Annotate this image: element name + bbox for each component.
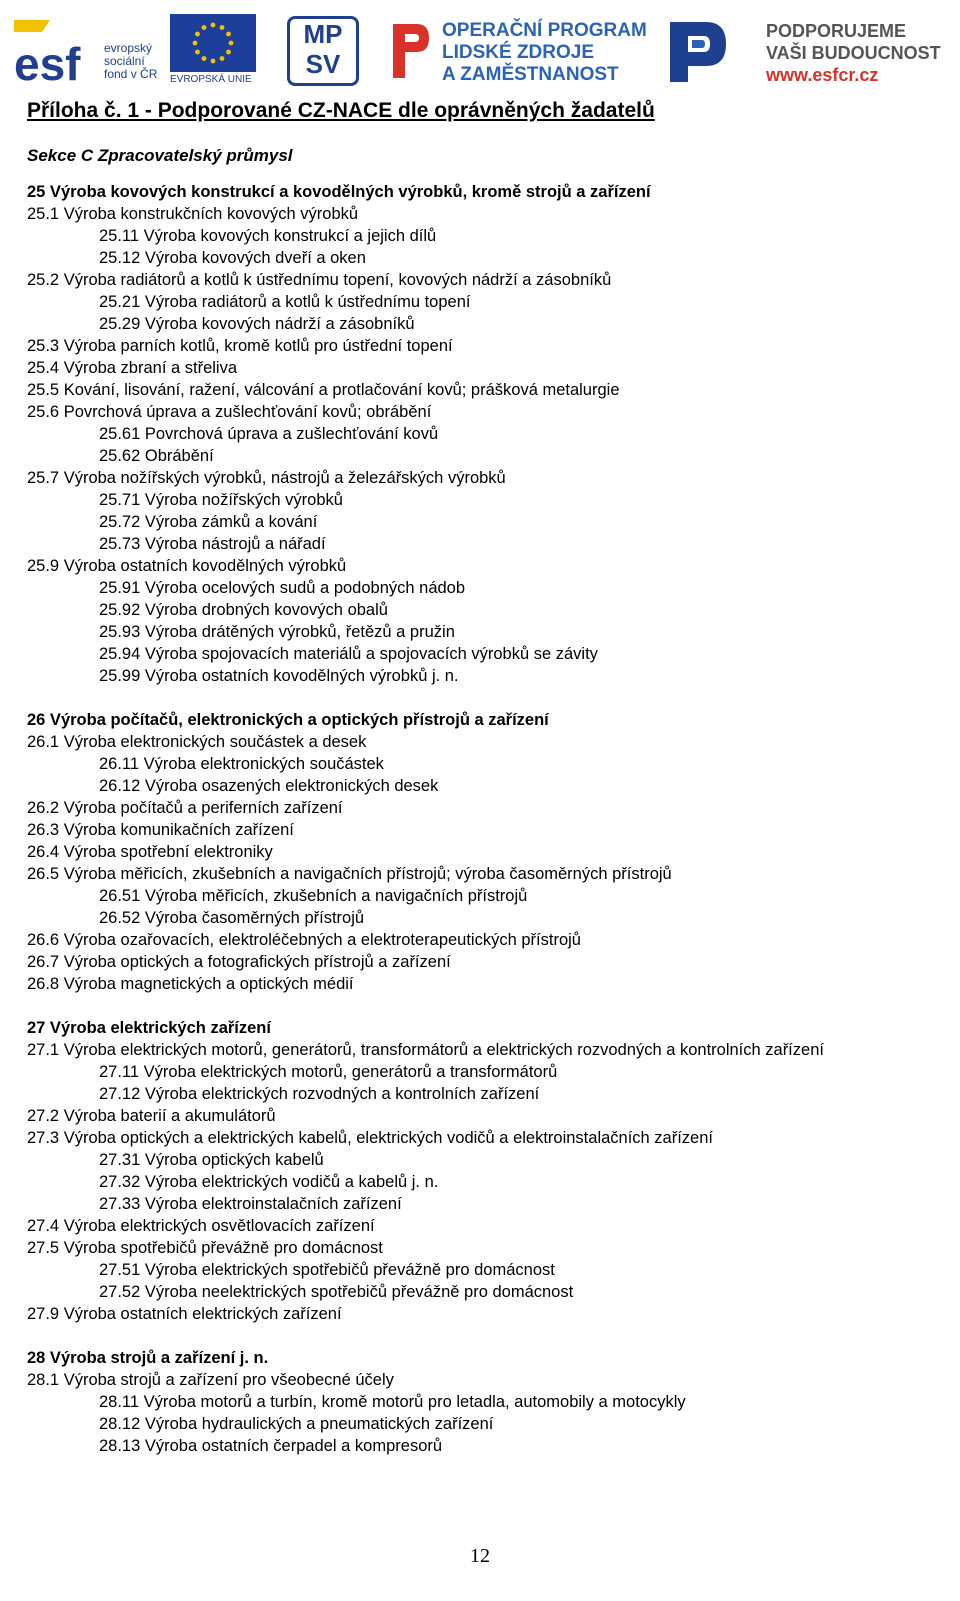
nace-class-item: 25.6 Povrchová úprava a zušlechťování kovů; obrábění: [27, 403, 432, 421]
nace-subclass-item: 25.21 Výroba radiátorů a kotlů k ústřednímu topení: [99, 293, 471, 311]
nace-subclass-item: 27.32 Výroba elektrických vodičů a kabelů j. n.: [99, 1173, 439, 1191]
group-spacer: [27, 995, 937, 1017]
nace-list: [27, 181, 937, 1457]
nace-class-item: 27.2 Výroba baterií a akumulátorů: [27, 1107, 276, 1125]
nace-subclass-item: 25.94 Výroba spojovacích materiálů a spojovacích výrobků se závity: [99, 645, 598, 663]
group-heading: 27 Výroba elektrických zařízení: [27, 1019, 271, 1037]
nace-subclass-item: 25.72 Výroba zámků a kování: [99, 513, 318, 531]
mpsv-logo: MP SV: [287, 16, 359, 86]
nace-class-item: 28.1 Výroba strojů a zařízení pro všeobecné účely: [27, 1371, 394, 1389]
header-logos: [0, 0, 960, 92]
nace-class-item: 27.1 Výroba elektrických motorů, generátorů, transformátorů a elektrických rozvodných a kontrolních zařízení: [27, 1041, 824, 1059]
nace-subclass-item: 28.12 Výroba hydraulických a pneumatických zařízení: [99, 1415, 494, 1433]
nace-class-item: 26.7 Výroba optických a fotografických přístrojů a zařízení: [27, 953, 451, 971]
nace-class-item: 25.3 Výroba parních kotlů, kromě kotlů pro ústřední topení: [27, 337, 453, 355]
nace-class-item: 27.5 Výroba spotřebičů převážně pro domácnost: [27, 1239, 383, 1257]
group-spacer: [27, 687, 937, 709]
group-heading: 25 Výroba kovových konstrukcí a kovodělných výrobků, kromě strojů a zařízení: [27, 183, 651, 201]
nace-class-item: 25.2 Výroba radiátorů a kotlů k ústřednímu topení, kovových nádrží a zásobníků: [27, 271, 612, 289]
nace-subclass-item: 27.51 Výroba elektrických spotřebičů převážně pro domácnost: [99, 1261, 555, 1279]
nace-subclass-item: 25.93 Výroba drátěných výrobků, řetězů a pružin: [99, 623, 455, 641]
nace-class-item: 26.2 Výroba počítačů a periferních zařízení: [27, 799, 343, 817]
nace-subclass-item: 28.13 Výroba ostatních čerpadel a kompresorů: [99, 1437, 443, 1455]
nace-subclass-item: 25.11 Výroba kovových konstrukcí a jejich dílů: [99, 227, 437, 245]
nace-subclass-item: 27.52 Výroba neelektrických spotřebičů převážně pro domácnost: [99, 1283, 574, 1301]
group-heading: 28 Výroba strojů a zařízení j. n.: [27, 1349, 269, 1367]
nace-class-item: 26.8 Výroba magnetických a optických médií: [27, 975, 354, 993]
nace-subclass-item: 27.12 Výroba elektrických rozvodných a kontrolních zařízení: [99, 1085, 540, 1103]
esf-caption: evropský sociální fond v ČR: [104, 41, 158, 81]
nace-subclass-item: 27.33 Výroba elektroinstalačních zařízení: [99, 1195, 402, 1213]
nace-class-item: 25.7 Výroba nožířských výrobků, nástrojů a železářských výrobků: [27, 469, 506, 487]
nace-subclass-item: 25.12 Výroba kovových dveří a oken: [99, 249, 366, 267]
nace-subclass-item: 28.11 Výroba motorů a turbín, kromě motorů pro letadla, automobily a motocykly: [99, 1393, 686, 1411]
nace-subclass-item: 26.52 Výroba časoměrných přístrojů: [99, 909, 365, 927]
nace-class-item: 25.4 Výroba zbraní a střeliva: [27, 359, 238, 377]
nace-subclass-item: 26.51 Výroba měřicích, zkušebních a navigačních přístrojů: [99, 887, 528, 905]
nace-subclass-item: 25.92 Výroba drobných kovových obalů: [99, 601, 388, 619]
nace-subclass-item: 25.29 Výroba kovových nádrží a zásobníků: [99, 315, 415, 333]
op-program-icon: [383, 16, 433, 86]
nace-subclass-item: 27.31 Výroba optických kabelů: [99, 1151, 324, 1169]
nace-class-item: 26.1 Výroba elektronických součástek a desek: [27, 733, 367, 751]
nace-class-item: 25.5 Kování, lisování, ražení, válcování a protlačování kovů; prášková metalurgie: [27, 381, 620, 399]
podporujeme-slogan: PODPORUJEME VAŠI BUDOUCNOST www.esfcr.cz: [766, 21, 941, 85]
nace-subclass-item: 25.61 Povrchová úprava a zušlechťování kovů: [99, 425, 439, 443]
nace-class-item: 25.1 Výroba konstrukčních kovových výrobků: [27, 205, 359, 223]
group-spacer: [27, 1325, 937, 1347]
nace-class-item: 26.3 Výroba komunikačních zařízení: [27, 821, 294, 839]
nace-subclass-item: 25.73 Výroba nástrojů a nářadí: [99, 535, 326, 553]
nace-subclass-item: 25.99 Výroba ostatních kovodělných výrobků j. n.: [99, 667, 459, 685]
nace-class-item: 26.6 Výroba ozařovacích, elektroléčebných a elektroterapeutických přístrojů: [27, 931, 581, 949]
nace-subclass-item: 25.62 Obrábění: [99, 447, 214, 465]
nace-class-item: 27.9 Výroba ostatních elektrických zařízení: [27, 1305, 342, 1323]
group-heading: 26 Výroba počítačů, elektronických a optických přístrojů a zařízení: [27, 711, 549, 729]
nace-subclass-item: 25.91 Výroba ocelových sudů a podobných nádob: [99, 579, 466, 597]
nace-class-item: 25.9 Výroba ostatních kovodělných výrobků: [27, 557, 347, 575]
section-heading: Sekce C Zpracovatelský průmysl: [27, 146, 293, 165]
eu-caption: EVROPSKÁ UNIE: [170, 74, 252, 85]
nace-subclass-item: 27.11 Výroba elektrických motorů, generátorů a transformátorů: [99, 1063, 558, 1081]
nace-class-item: 27.4 Výroba elektrických osvětlovacích zařízení: [27, 1217, 375, 1235]
esf-logo-icon: [12, 12, 104, 86]
svg-text:esf: esf: [14, 38, 81, 86]
op-program-title: OPERAČNÍ PROGRAM LIDSKÉ ZDROJE A ZAMĚSTNANOST: [442, 20, 647, 85]
nace-class-item: 27.3 Výroba optických a elektrických kabelů, elektrických vodičů a elektroinstalačních zařízení: [27, 1129, 713, 1147]
page-number: 12: [470, 1545, 490, 1567]
document-body: [27, 97, 937, 1457]
eu-flag-icon: [170, 14, 256, 72]
nace-class-item: 26.4 Výroba spotřební elektroniky: [27, 843, 273, 861]
nace-subclass-item: 26.12 Výroba osazených elektronických desek: [99, 777, 439, 795]
nace-class-item: 26.5 Výroba měřicích, zkušebních a navigačních přístrojů; výroba časoměrných přístrojů: [27, 865, 672, 883]
nace-subclass-item: 25.71 Výroba nožířských výrobků: [99, 491, 343, 509]
nace-subclass-item: 26.11 Výroba elektronických součástek: [99, 755, 384, 773]
podporujeme-logo-icon: [662, 16, 732, 86]
document-title: Příloha č. 1 - Podporované CZ-NACE dle oprávněných žadatelů: [27, 99, 655, 122]
